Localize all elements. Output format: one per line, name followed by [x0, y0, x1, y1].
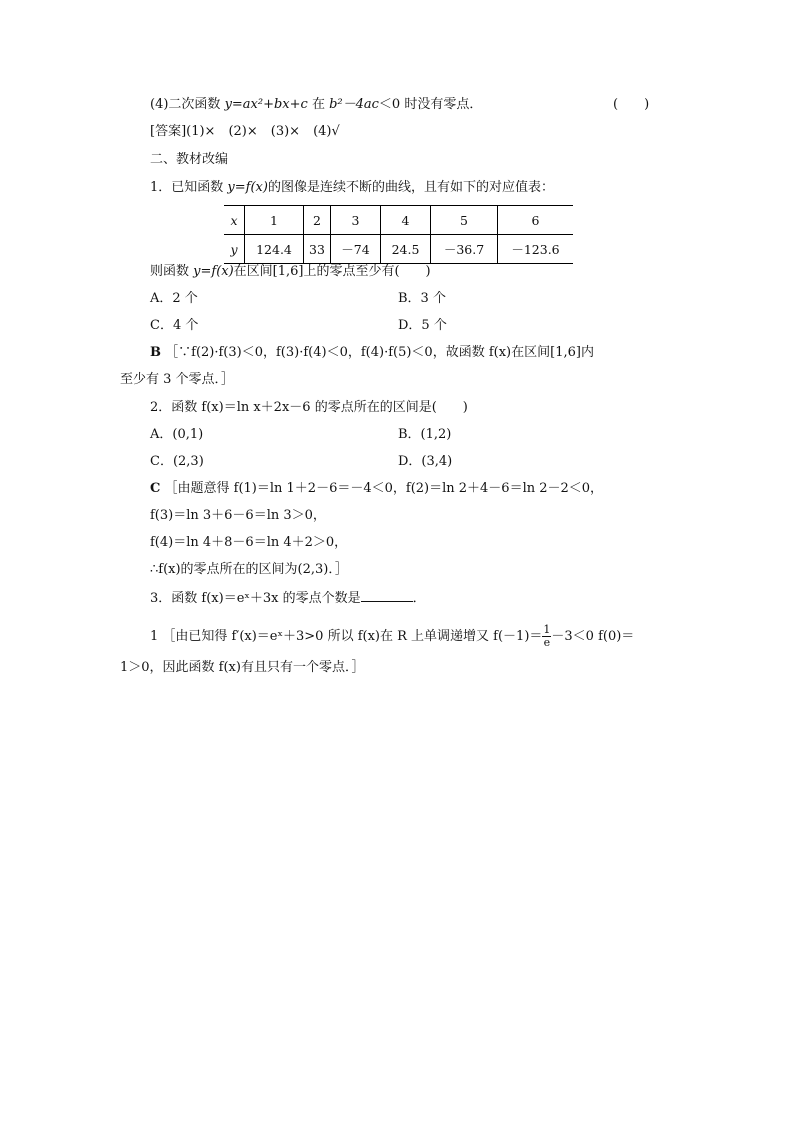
- q1-solution: B ［∵f(2)·f(3)＜0，f(3)·f(4)＜0，f(4)·f(5)＜0，故函数 f(x)在区间[1,6]内: [150, 345, 594, 360]
- table-cell: －36.7: [431, 235, 498, 264]
- q2-solution-line-3: f(4)＝ln 4＋8－6＝ln 4＋2＞0，: [150, 535, 348, 550]
- q2-solution-line-2: f(3)＝ln 3＋6－6＝ln 3＞0，: [150, 508, 326, 523]
- value-table: [224, 205, 573, 264]
- q3-solution-answer: 1: [150, 629, 159, 644]
- q2-option-c: C．(2,3): [150, 454, 204, 469]
- q1-solution-cont: 至少有 3 个零点．］: [120, 372, 235, 387]
- table-cell: 2: [304, 206, 331, 235]
- table-cell: 24.5: [381, 235, 431, 264]
- q3-stem: 3．函数 f(x)＝eˣ＋3x 的零点个数是 ．: [150, 591, 426, 606]
- table-row-x: [224, 206, 573, 235]
- item-4-statement: (4)二次函数 y=ax²+bx+c 在 b²－4ac＜0 时没有零点．: [150, 97, 483, 112]
- table-cell: 6: [498, 206, 574, 235]
- q1-ask: 则函数 y=f(x)在区间[1,6]上的零点至少有( ): [150, 264, 431, 279]
- q2-stem: 2．函数 f(x)＝ln x＋2x－6 的零点所在的区间是( ): [150, 400, 468, 415]
- table-row-y: [224, 235, 573, 264]
- q2-option-b: B．(1,2): [398, 427, 452, 442]
- fraction-one-over-e: $\frac{1}{e}$: [543, 623, 551, 649]
- q3-solution-cont: 1＞0，因此函数 f(x)有且只有一个零点．］: [120, 660, 365, 675]
- table-cell: 1: [245, 206, 304, 235]
- q1-option-d: D．5 个: [398, 318, 447, 333]
- table-cell: －123.6: [498, 235, 574, 264]
- q1-option-b: B．3 个: [398, 291, 446, 306]
- q1-solution-letter: B: [150, 345, 161, 360]
- q2-solution: C ［由题意得 f(1)＝ln 1＋2－6＝－4＜0，f(2)＝ln 2＋4－6＝ln 2－2＜0，: [150, 481, 604, 496]
- q1-stem: 1．已知函数 y=f(x)的图像是连续不断的曲线，且有如下的对应值表：: [150, 180, 554, 195]
- q1-option-a: A．2 个: [150, 291, 198, 306]
- section-title: 二、教材改编: [150, 152, 229, 167]
- table-cell: 33: [304, 235, 331, 264]
- answer-key: [答案](1)× (2)× (3)× (4)√: [150, 124, 340, 139]
- table-cell: 124.4: [245, 235, 304, 264]
- table-header-x: x: [224, 206, 245, 235]
- q1-option-c: C．4 个: [150, 318, 199, 333]
- q2-solution-line-4: ∴f(x)的零点所在的区间为(2,3)．］: [150, 562, 348, 577]
- table-cell: －74: [331, 235, 381, 264]
- table-cell: 4: [381, 206, 431, 235]
- q3-solution: 1 ［由已知得 f′(x)＝eˣ＋3>0 所以 f(x)在 R 上单调递增又 f(－1)＝ $\frac{1}{e}$ －3＜0 f(0)＝: [150, 623, 635, 649]
- q2-option-d: D．(3,4): [398, 454, 453, 469]
- answer-blank: [361, 589, 413, 602]
- q2-option-a: A．(0,1): [150, 427, 204, 442]
- q2-solution-letter: C: [150, 481, 161, 496]
- table-cell: 5: [431, 206, 498, 235]
- item-4-answer-paren: ( ): [613, 97, 650, 112]
- table-header-y: y: [224, 235, 245, 264]
- table-cell: 3: [331, 206, 381, 235]
